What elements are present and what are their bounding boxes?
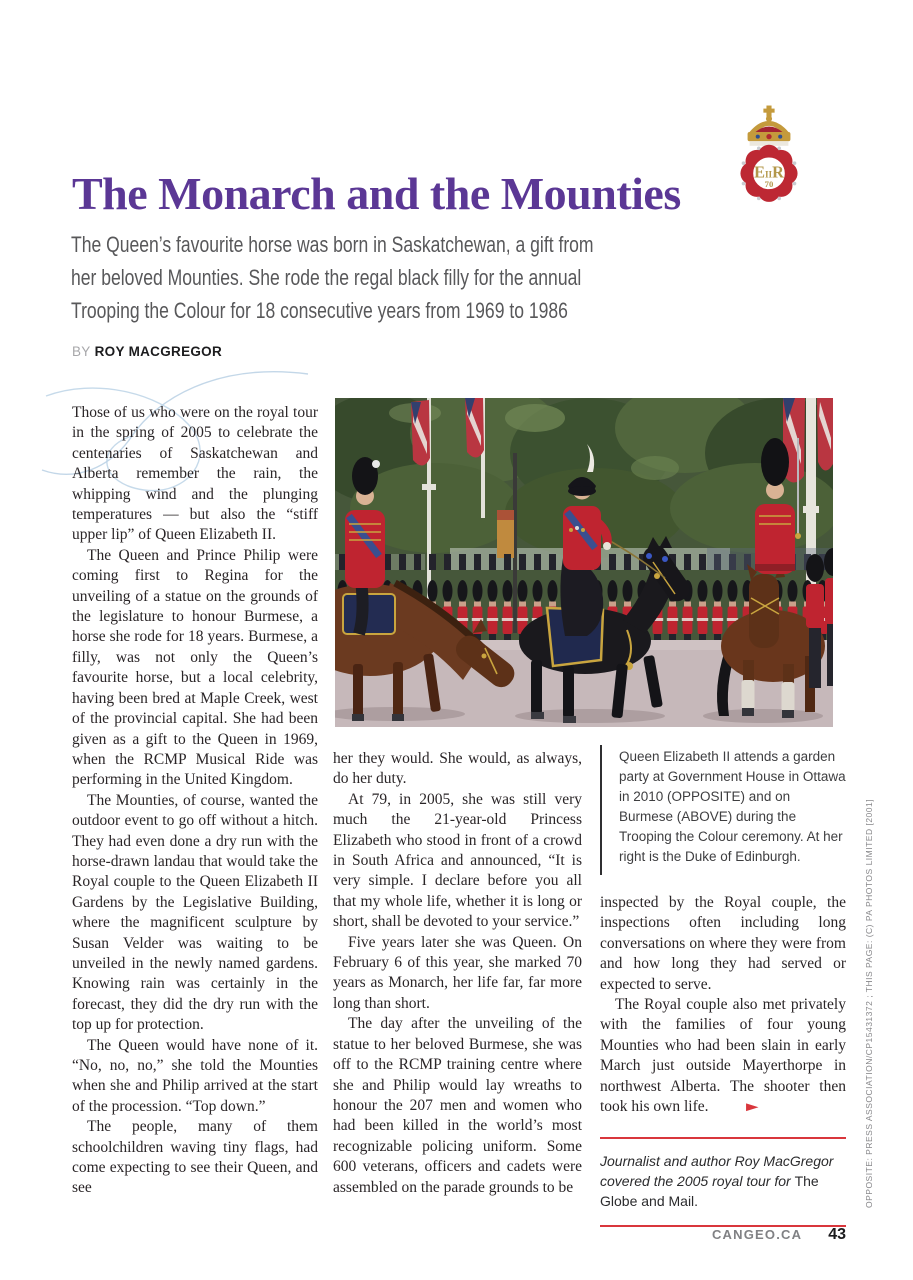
byline [72,344,222,359]
page-number: 43 [828,1226,846,1243]
subtitle-line: The Queen’s favourite horse was born in Saskatchewan, a gift from [71,232,594,257]
paragraph: The Royal couple also met privately with the families of four young Mounties who had been slain in early March just outside Mayerthorpe in northwest Alberta. The shooter then took his own life. ► [600,995,846,1117]
article-column-right [600,745,846,1227]
bio-italic-text: Journalist and author Roy MacGregor covered the 2005 royal tour for [600,1153,834,1190]
article-column-middle [333,749,582,1198]
article-subtitle [71,228,594,327]
paragraph: Five years later she was Queen. On February 6 of this year, she marked 70 years as Monarch, her life far, far more long than short. [333,933,582,1012]
photo-credit: OPPOSITE: PRESS ASSOCIATION/CP15431372 ; THIS PAGE: (C) PA PHOTOS LIMITED [2001] [864,798,874,1208]
website-label: CANGEO.CA [711,1227,803,1242]
paragraph: The Queen would have none of it. “No, no, no,” she told the Mounties when she and Philip arrived at the start of the procession. “Top down.” [72,1036,318,1115]
photo-caption: Queen Elizabeth II attends a garden party at Government House in Ottawa in 2010 (OPPOSITE) and on Burmese (ABOVE) during the Trooping the Colour ceremony. At her right is the Duke of Edinburgh. [600,745,846,875]
author-bio [600,1137,846,1227]
paragraph: The Queen and Prince Philip were coming first to Regina for the unveiling of a statue on the grounds of the legislature to honour Burmese, a horse she rode for 18 years. Burmese, a filly, was not only the Queen’s favourite horse, but a local celebrity, having been bred at Maple Creek, west of the provincial capital. She had been given as a gift to the Queen in 1969, when the RCMP Musical Ride was performing in the United Kingdom. [72,546,318,789]
crown-icon [748,106,791,146]
subtitle-line: her beloved Mounties. She rode the regal black filly for the annual [71,265,582,290]
paragraph: Those of us who were on the royal tour in the spring of 2005 to celebrate the centenaries of Saskatchewan and Alberta remember the rain, the whipping wind and the plunging temperatures — but also the “stiff upper lip” of Queen Elizabeth II. [72,404,318,544]
byline-prefix: BY [72,344,91,359]
paragraph: The Mounties, of course, wanted the outdoor event to go off without a hitch. They had even done a dry run with the horse-drawn landau that would take the Royal couple to the Queen Elizabeth II Gardens by the Legislative Building, where the magnificent sculpture by Susan Velder was waiting to be unveiled in the newly named gardens. Knowing rain was certainly in the forecast, they did the dry run with the top up for protection. [72,791,318,1034]
page-footer [0,1226,846,1244]
paragraph: At 79, in 2005, she was still very much the 21-year-old Princess Elizabeth who stood in front of a crowd in South Africa and announced, “It is very simple. I declare before you all that my whole life, whether it is long or short, shall be devoted to your service.” [333,790,582,931]
paragraph: her they would. She would, as always, do her duty. [333,750,582,788]
platinum-jubilee-emblem-icon [731,104,807,206]
anniversary-number: 70 [764,179,774,190]
article-column-right-body [600,893,846,1117]
royal-cypher: EIIR [754,162,784,182]
paragraph: The day after the unveiling of the statue to her beloved Burmese, she was off to the RCMP training centre where she and Philip would lay wreaths to honour the 207 men and women who had been killed in the world’s most recognizable policing uniform. Some 600 veterans, officers and cadets were assembled on the parade grounds to be [333,1015,582,1196]
foreground-guards [806,548,833,688]
paragraph: The people, many of them schoolchildren waving tiny flags, had come expecting to see their Queen, and see [72,1118,318,1197]
byline-author: ROY MACGREGOR [94,344,223,359]
end-of-article-marker: ► [741,1099,763,1115]
trooping-the-colour-photo [335,398,833,727]
page-title: The Monarch and the Mounties [72,167,681,219]
paragraph: inspected by the Royal couple, the inspections often including long conversations on where they were from and how long they had served or expected to serve. [600,894,846,993]
bio-publication: The Globe and Mail. [600,1173,819,1210]
article-column-left [72,403,318,1199]
subtitle-line: Trooping the Colour for 18 consecutive years from 1969 to 1986 [71,298,568,323]
